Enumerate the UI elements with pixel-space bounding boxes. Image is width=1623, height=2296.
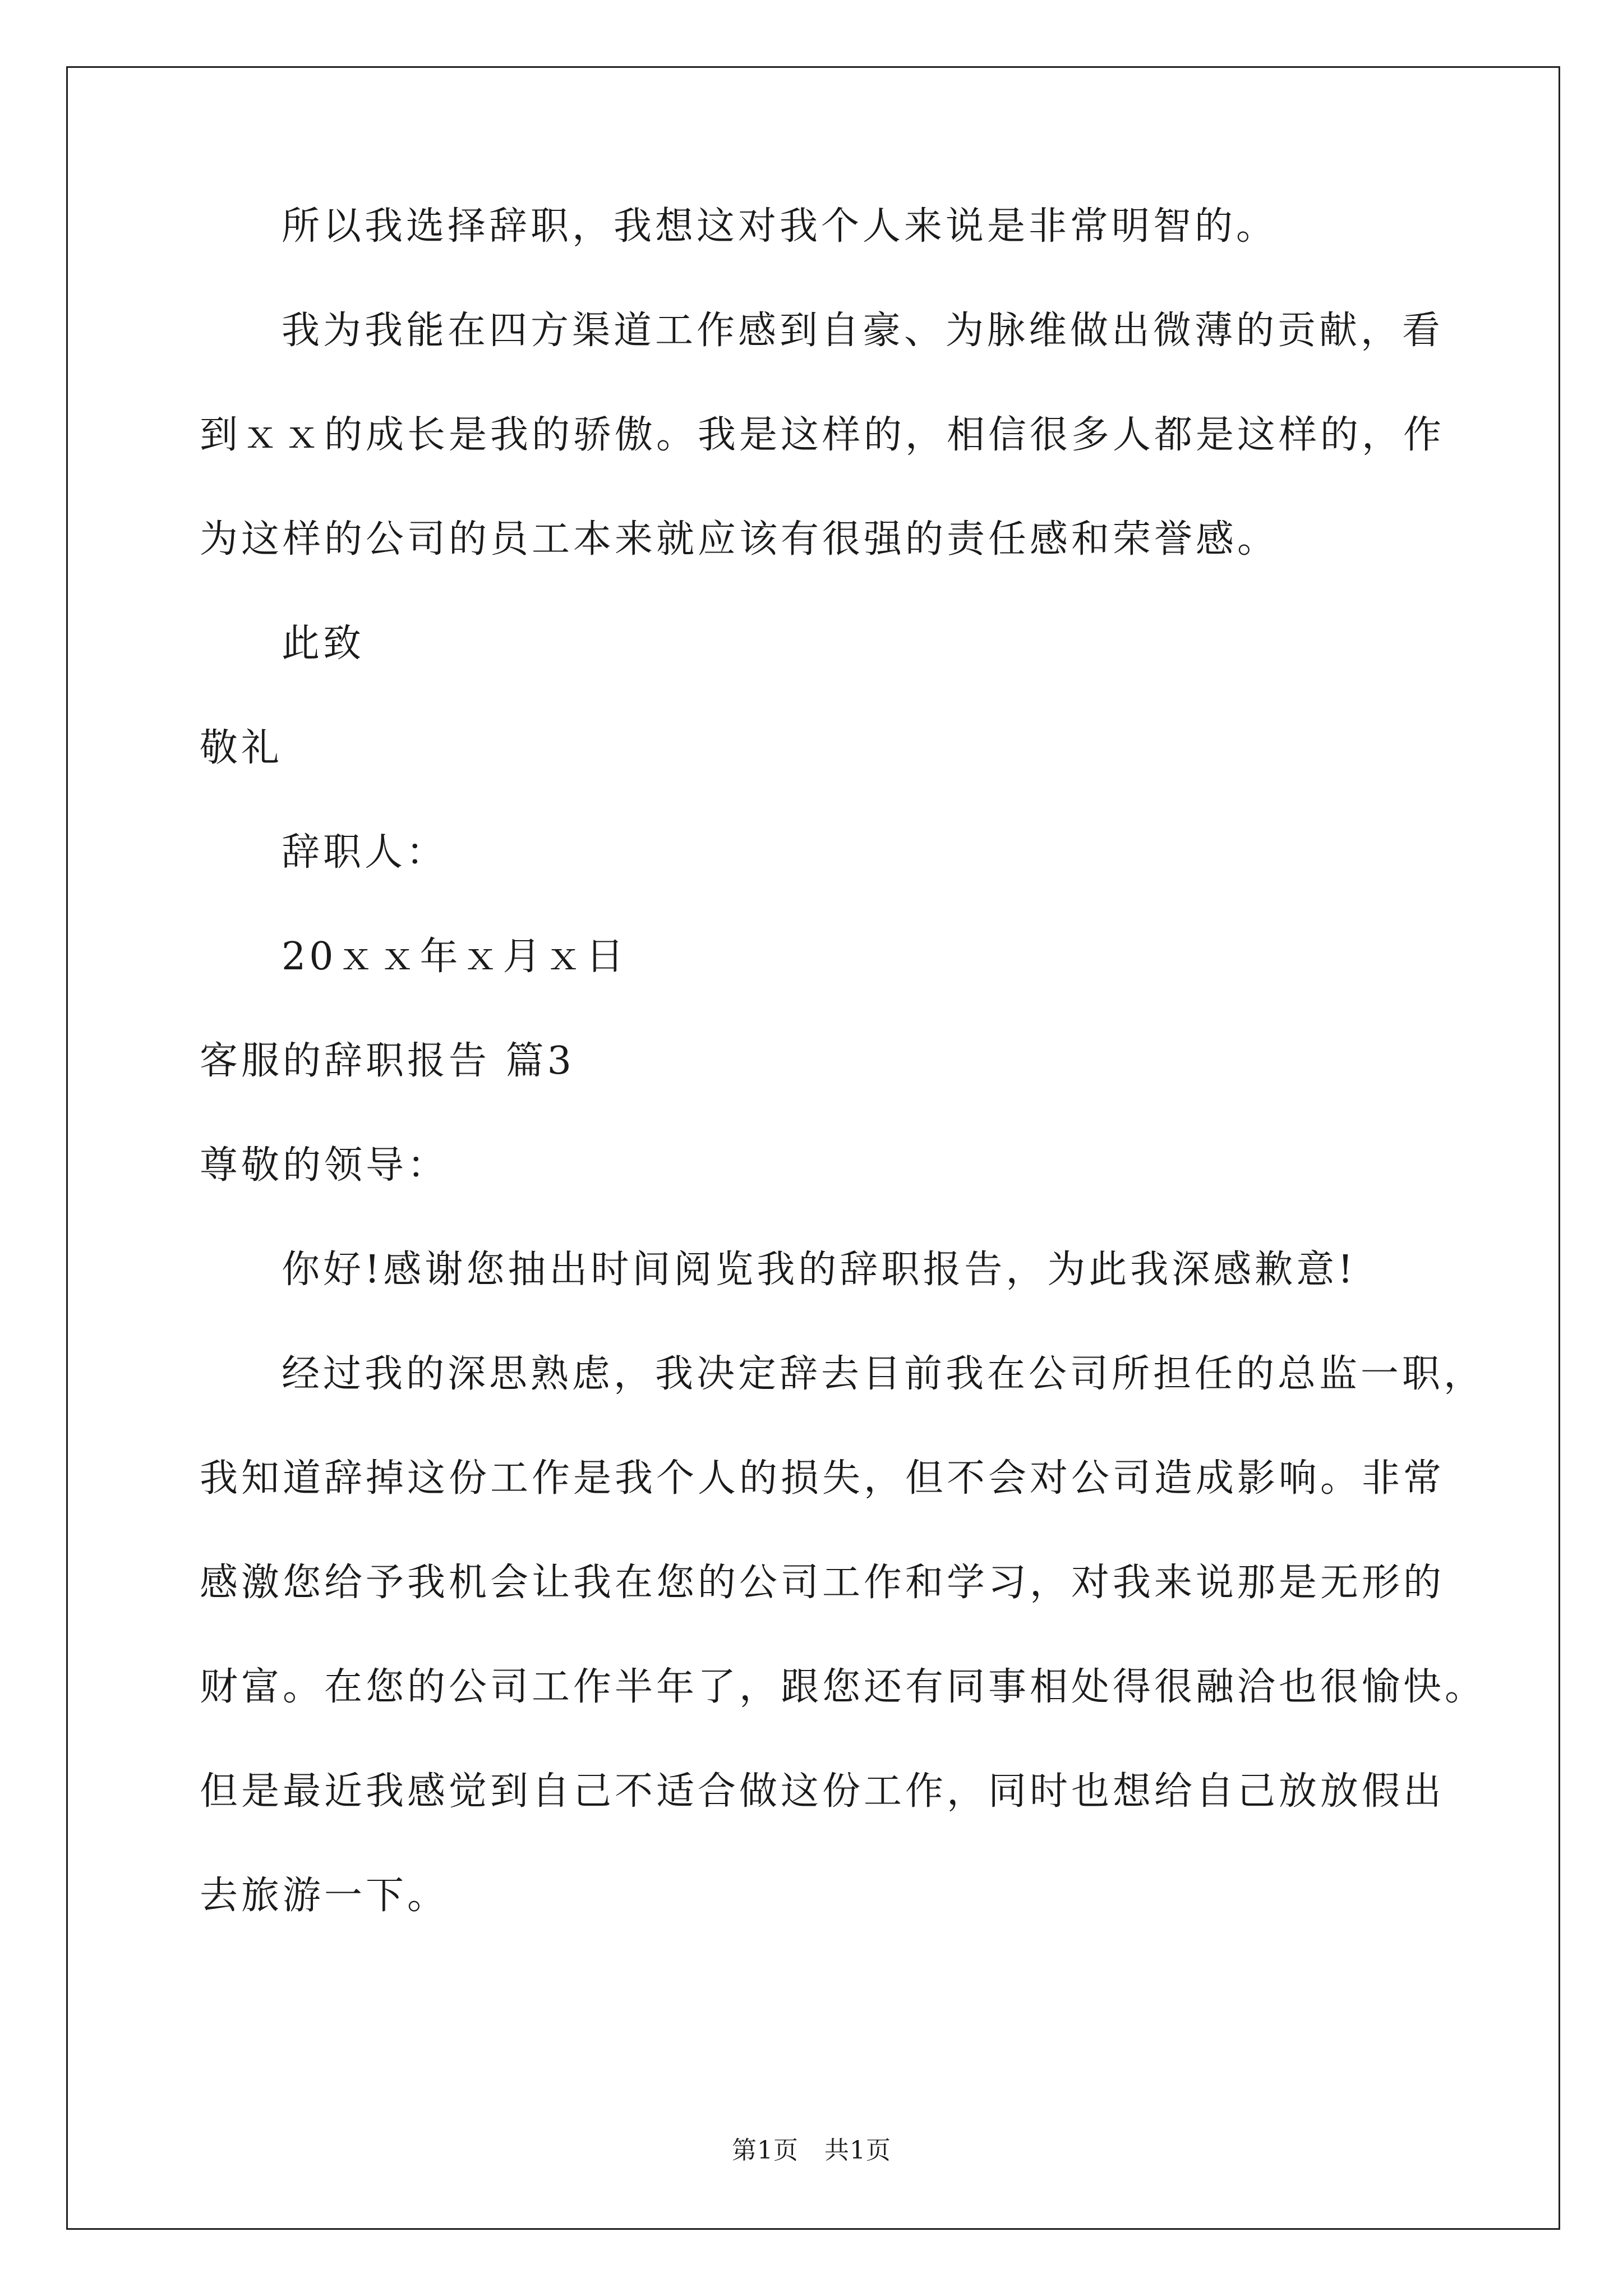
closing-phrase: 此致 xyxy=(282,622,365,666)
paragraph-line: 所以我选择辞职，我想这对我个人来说是非常明智的。 xyxy=(282,204,1278,249)
paragraph-line: 我知道辞掉这份工作是我个人的损失，但不会对公司造成影响。非常 xyxy=(200,1456,1445,1501)
page-number-current: 第1页 xyxy=(732,2136,799,2165)
paragraph-line: 但是最近我感觉到自己不适合做这份工作，同时也想给自己放放假出 xyxy=(200,1769,1445,1814)
paragraph-line: 去旅游一下。 xyxy=(200,1874,449,1918)
section-heading: 客服的辞职报告 篇3 xyxy=(200,1039,575,1083)
page-number-total: 共1页 xyxy=(824,2136,891,2165)
paragraph-line: 你好!感谢您抽出时间阅览我的辞职报告，为此我深感歉意! xyxy=(282,1248,1357,1292)
signer-label: 辞职人： xyxy=(282,830,448,875)
paragraph-line: 财富。在您的公司工作半年了，跟您还有同事相处得很融洽也很愉快。 xyxy=(200,1665,1487,1709)
paragraph-line: 经过我的深思熟虑，我决定辞去目前我在公司所担任的总监一职， xyxy=(282,1352,1486,1396)
paragraph-line: 到ｘｘ的成长是我的骄傲。我是这样的，相信很多人都是这样的，作 xyxy=(200,413,1445,457)
paragraph-line: 为这样的公司的员工本来就应该有很强的责任感和荣誉感。 xyxy=(200,517,1279,562)
salutation-closing: 敬礼 xyxy=(200,726,283,770)
page-footer xyxy=(0,2138,1623,2163)
date-line: 20ｘｘ年ｘ月ｘ日 xyxy=(282,935,628,979)
document-body xyxy=(200,204,1487,1981)
paragraph-line: 感激您给予我机会让我在您的公司工作和学习，对我来说那是无形的 xyxy=(200,1561,1445,1605)
greeting: 尊敬的领导： xyxy=(200,1143,449,1188)
paragraph-line: 我为我能在四方渠道工作感到自豪、为脉维做出微薄的贡献，看 xyxy=(282,309,1444,353)
